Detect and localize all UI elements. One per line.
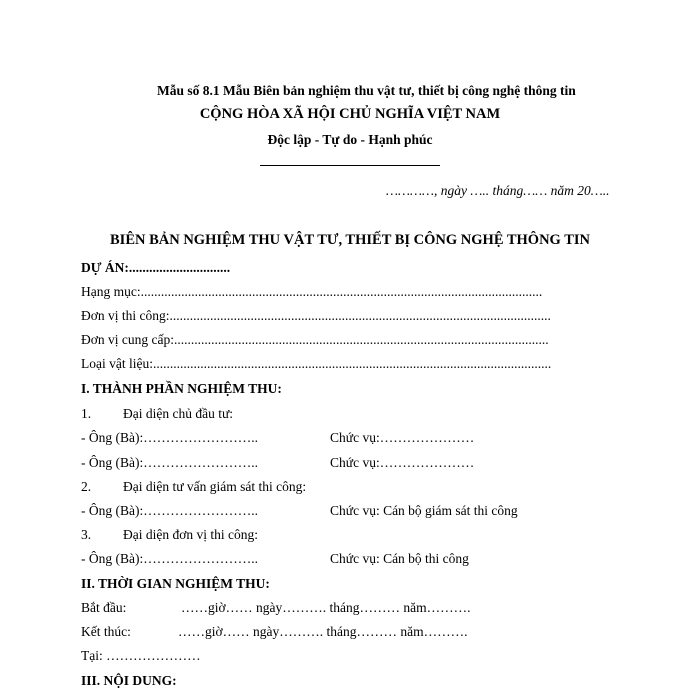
group-2-title: Đại diện tư vấn giám sát thi công: bbox=[123, 479, 307, 494]
group-3-title: Đại diện đơn vị thi công: bbox=[123, 527, 258, 542]
document-title: BIÊN BẢN NGHIỆM THU VẬT TƯ, THIẾT BỊ CÔNG NGHỆ THÔNG TIN bbox=[110, 232, 590, 248]
material-type-field: Loại vật liệu:...................................................................................................................... bbox=[81, 356, 552, 371]
category-field: Hạng mục:....................................................................................................................... bbox=[81, 284, 543, 299]
date-line: …………, ngày ….. tháng…… năm 20….. bbox=[386, 183, 610, 198]
project-field: DỰ ÁN:.............................. bbox=[81, 260, 231, 275]
group-2-person-1-position: Chức vụ: Cán bộ giám sát thi công bbox=[330, 503, 518, 518]
group-1-person-2-name: - Ông (Bà):…………………….. bbox=[81, 455, 258, 470]
section-3-heading: III. NỘI DUNG: bbox=[81, 673, 177, 688]
section-1-heading: I. THÀNH PHẦN NGHIỆM THU: bbox=[81, 381, 282, 396]
contractor-field: Đơn vị thi công:................................................................................................................. bbox=[81, 308, 551, 323]
group-2-person-1-name: - Ông (Bà):…………………….. bbox=[81, 503, 258, 518]
end-time-value: ……giờ…… ngày………. tháng……… năm………. bbox=[178, 624, 468, 639]
country-name: CỘNG HÒA XÃ HỘI CHỦ NGHĨA VIỆT NAM bbox=[199, 106, 501, 122]
section-2-heading: II. THỜI GIAN NGHIỆM THU: bbox=[81, 576, 270, 591]
group-1-person-1-position: Chức vụ:………………… bbox=[330, 430, 475, 445]
motto-underline bbox=[260, 165, 440, 166]
end-time-label: Kết thúc: bbox=[81, 624, 131, 639]
group-3-person-1-position: Chức vụ: Cán bộ thi công bbox=[330, 551, 469, 566]
group-2-number: 2. bbox=[81, 479, 92, 494]
group-1-person-1-name: - Ông (Bà):…………………….. bbox=[81, 430, 258, 445]
supplier-field: Đơn vị cung cấp:............................................................................................................... bbox=[81, 332, 549, 347]
location-field: Tại: ………………… bbox=[81, 648, 201, 663]
group-1-person-2-position: Chức vụ:………………… bbox=[330, 455, 475, 470]
group-1-title: Đại diện chủ đầu tư: bbox=[123, 406, 234, 421]
form-number: Mẫu số 8.1 Mẫu Biên bản nghiệm thu vật tư, thiết bị công nghệ thông tin bbox=[157, 83, 576, 98]
start-time-label: Bắt đầu: bbox=[81, 600, 127, 615]
group-3-person-1-name: - Ông (Bà):…………………….. bbox=[81, 551, 258, 566]
group-1-number: 1. bbox=[81, 406, 92, 421]
start-time-value: ……giờ…… ngày………. tháng……… năm………. bbox=[181, 600, 471, 615]
group-3-number: 3. bbox=[81, 527, 92, 542]
national-motto: Độc lập - Tự do - Hạnh phúc bbox=[267, 132, 433, 147]
